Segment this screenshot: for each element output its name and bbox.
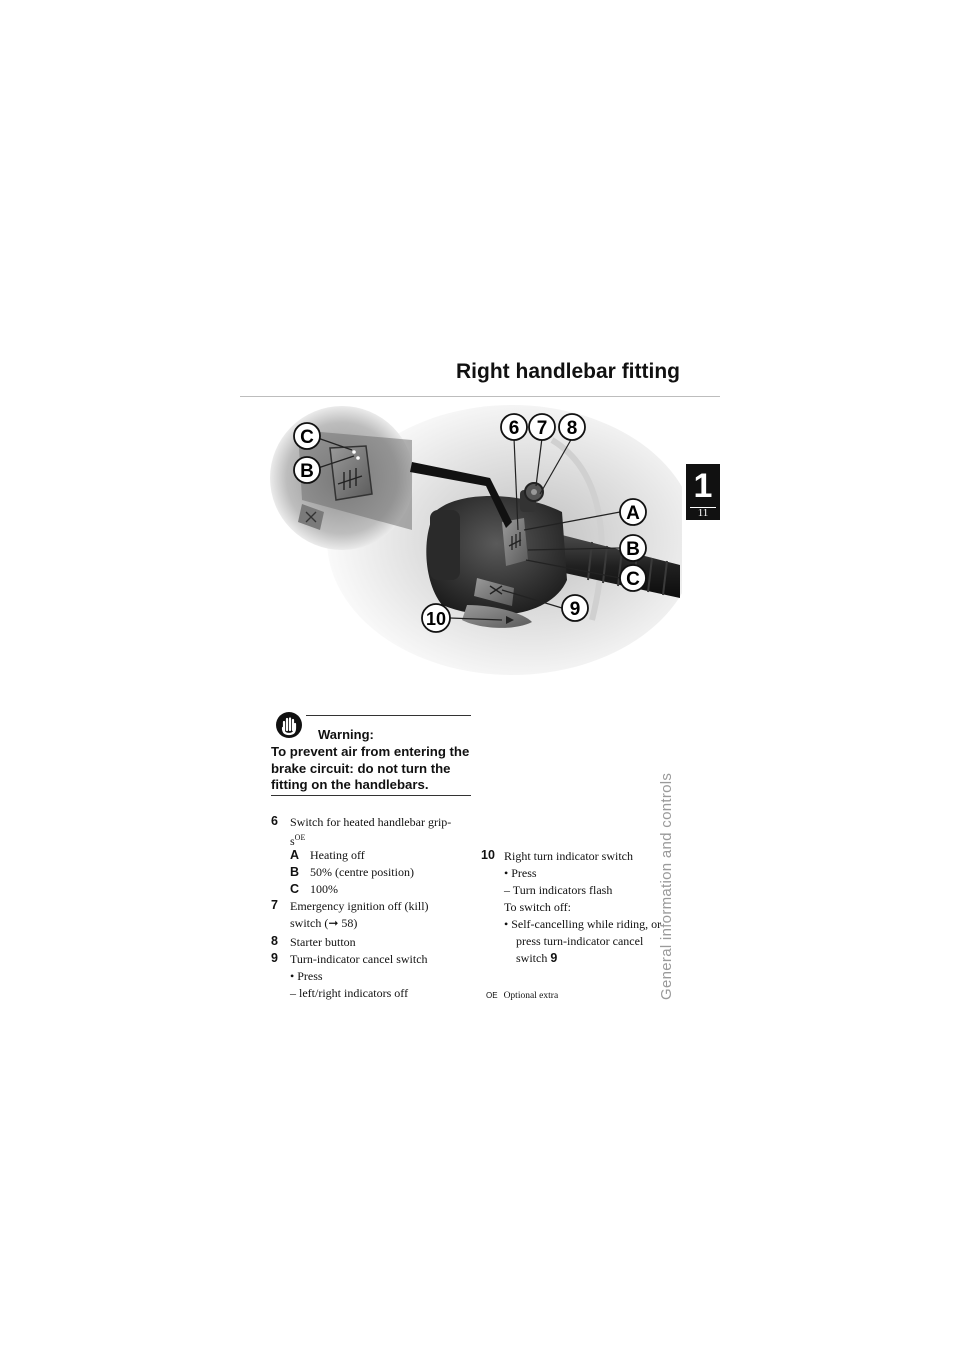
svg-text:8: 8 <box>566 418 578 439</box>
item-6-text-line1: Switch for heated handlebar grip- <box>290 815 452 829</box>
svg-text:A: A <box>626 503 640 524</box>
svg-text:C: C <box>300 427 314 448</box>
callout-c <box>620 565 646 591</box>
item-10-bullet-cancel-ref: switch 9 <box>516 951 558 965</box>
callout-10 <box>422 604 450 632</box>
callout-b <box>620 535 646 561</box>
title-divider <box>240 396 720 397</box>
inset-heated-switch <box>330 446 372 500</box>
item-9-bullet: • Press <box>290 969 323 983</box>
item-10-dash-flash: – Turn indicators flash <box>504 883 613 897</box>
item-6-text-line2: s$^{OE}$ <box>290 833 306 848</box>
callout-9 <box>562 595 588 621</box>
svg-text:6: 6 <box>508 418 520 439</box>
item-10-bullet-cancel-cont: press turn-indicator cancel <box>516 934 644 948</box>
warning-title: Warning: <box>318 727 374 742</box>
item-9-dash: – left/right indicators off <box>290 986 409 1000</box>
svg-text:9: 9 <box>569 599 581 620</box>
item-10-bullet-cancel: • Self-cancelling while riding, or <box>504 917 662 931</box>
callout-8 <box>559 414 585 440</box>
chapter-number: 1 <box>693 467 713 505</box>
callout-a <box>620 499 646 525</box>
page-number: 11 <box>697 507 709 519</box>
svg-text:B: B <box>300 461 314 482</box>
sub-item-b: B 50% (centre position) <box>290 865 414 879</box>
sub-item-a: A Heating off <box>290 848 365 862</box>
list-item-8: 8 <box>271 934 278 948</box>
callout-7 <box>529 414 555 440</box>
svg-text:B: B <box>626 539 640 560</box>
footnote: OE Optional extra <box>486 991 559 1001</box>
item-7-text-line1: Emergency ignition off (kill) <box>290 899 429 913</box>
list-item-10: 10 <box>481 848 495 862</box>
handlebar-figure <box>262 400 682 680</box>
warning-text: To prevent air from entering the brake circuit: do not turn the fitting on the handlebars. <box>271 744 470 792</box>
inset-callout-c <box>294 423 320 449</box>
sub-item-c: C 100% <box>290 882 338 896</box>
page-title: Right handlebar fitting <box>456 360 680 383</box>
item-8-text: Starter button <box>290 935 356 949</box>
item-10-switch-off: To switch off: <box>504 900 571 914</box>
warning-top-rule <box>306 715 471 716</box>
hand-stop-icon <box>275 711 303 739</box>
inset-callout-b <box>294 457 320 483</box>
svg-text:7: 7 <box>536 418 548 439</box>
item-10-text: Right turn indicator switch <box>504 849 633 863</box>
list-item-7: 7 <box>271 898 278 912</box>
warning-bottom-rule <box>271 795 471 796</box>
list-item-9: 9 <box>271 951 278 965</box>
item-10-bullet-press: • Press <box>504 866 537 880</box>
item-9-text: Turn-indicator cancel switch <box>290 952 428 966</box>
item-7-text-line2: switch (➞ 58) <box>290 916 358 930</box>
chapter-side-label: General information and controls <box>658 772 675 1000</box>
svg-text:10: 10 <box>425 609 447 629</box>
callout-6 <box>501 414 527 440</box>
svg-text:C: C <box>626 569 640 590</box>
list-item-6: 6 <box>271 814 278 828</box>
